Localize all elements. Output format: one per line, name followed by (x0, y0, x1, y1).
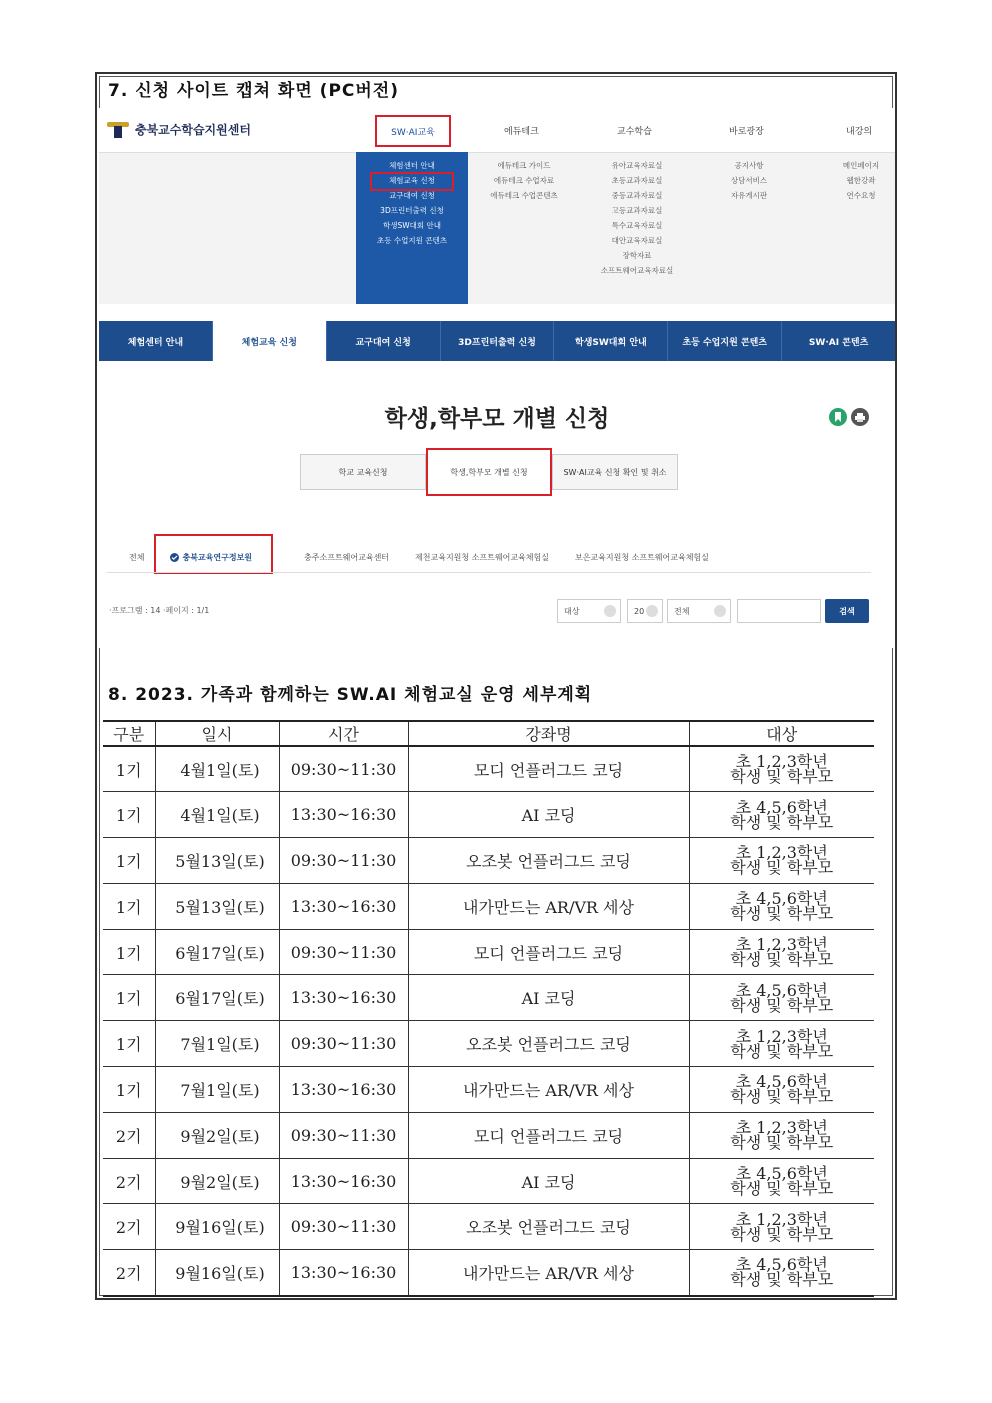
program-info: ·프로그램 : 14 ·페이지 : 1/1 (109, 606, 210, 615)
schedule-table (103, 720, 874, 1297)
cell-date: 6월17일(토) (155, 975, 279, 1021)
header-time: 시간 (279, 721, 408, 746)
target-audience: 학생 및 학부모 (730, 1041, 834, 1061)
section-7-title: 7. 신청 사이트 캡쳐 화면 (PC버전) (108, 81, 399, 101)
count-select[interactable]: 20 (627, 599, 663, 623)
cell-term: 1기 (103, 1021, 155, 1067)
cell-course: AI 코딩 (408, 1158, 689, 1204)
menu-item[interactable]: 유아교육자료실 (611, 161, 663, 170)
cell-time: 09:30~11:30 (279, 1204, 408, 1250)
menu-item[interactable]: 장학자료 (622, 251, 652, 260)
cell-date: 7월1일(토) (155, 1067, 279, 1113)
target-audience: 학생 및 학부모 (730, 1087, 834, 1107)
cell-time: 13:30~16:30 (279, 975, 408, 1021)
chevron-down-icon (714, 605, 726, 617)
header-target: 대상 (689, 721, 874, 746)
chevron-down-icon (604, 605, 616, 617)
table-row (103, 792, 874, 838)
table-row (103, 1158, 874, 1204)
menu-item[interactable]: 초등 수업지원 콘텐츠 (377, 236, 447, 245)
menu-item[interactable]: 교구대여 신청 (389, 191, 435, 200)
mega-menu-teaching (592, 158, 682, 278)
cell-date: 4월1일(토) (155, 746, 279, 792)
cell-target (689, 1112, 874, 1158)
mega-menu-edutech (484, 158, 564, 203)
cell-time: 13:30~16:30 (279, 1158, 408, 1204)
table-row (103, 1067, 874, 1113)
cell-course: 오조봇 언플러그드 코딩 (408, 838, 689, 884)
menu-item[interactable]: 학생SW대회 안내 (382, 221, 442, 230)
target-audience: 학생 및 학부모 (730, 950, 834, 970)
cell-term: 1기 (103, 1067, 155, 1113)
menu-item[interactable]: 에듀테크 수업자료 (493, 176, 555, 185)
cell-time: 09:30~11:30 (279, 1021, 408, 1067)
cell-date: 9월2일(토) (155, 1158, 279, 1204)
table-row (103, 975, 874, 1021)
cell-target (689, 883, 874, 929)
table-row (103, 1250, 874, 1296)
cell-course: 내가만드는 AR/VR 세상 (408, 883, 689, 929)
cell-term: 2기 (103, 1204, 155, 1250)
cell-time: 09:30~11:30 (279, 1112, 408, 1158)
cell-time: 09:30~11:30 (279, 838, 408, 884)
cell-target (689, 1204, 874, 1250)
target-grade: 초 4,5,6학년 (735, 797, 828, 817)
logo-emblem-icon (107, 120, 129, 138)
table-row (103, 883, 874, 929)
cell-target (689, 975, 874, 1021)
cell-date: 5월13일(토) (155, 883, 279, 929)
cell-term: 1기 (103, 883, 155, 929)
cell-term: 1기 (103, 746, 155, 792)
target-grade: 초 1,2,3학년 (735, 1026, 828, 1046)
tab-3d-printer[interactable]: 3D프린터출력 신청 (441, 321, 555, 361)
target-grade: 초 4,5,6학년 (735, 1164, 828, 1184)
cell-course: 내가만드는 AR/VR 세상 (408, 1250, 689, 1296)
cell-term: 1기 (103, 838, 155, 884)
filter-all[interactable]: 전체 (129, 553, 145, 562)
target-select[interactable]: 대상 (557, 599, 621, 623)
cell-course: 모디 언플러그드 코딩 (408, 929, 689, 975)
menu-item[interactable]: 3D프린터출력 신청 (380, 206, 444, 215)
cell-course: 모디 언플러그드 코딩 (408, 746, 689, 792)
target-audience: 학생 및 학부모 (730, 858, 834, 878)
cell-target (689, 838, 874, 884)
cell-target (689, 1158, 874, 1204)
menu-item[interactable]: 메인페이지 (842, 161, 880, 170)
table-row (103, 1021, 874, 1067)
mega-menu-mylecture (836, 158, 886, 203)
cell-term: 1기 (103, 792, 155, 838)
target-grade: 초 1,2,3학년 (735, 1209, 828, 1229)
filter-selected[interactable]: 충북교육연구정보원 (170, 552, 278, 563)
cell-term: 1기 (103, 929, 155, 975)
menu-item[interactable]: 중등교과자료실 (611, 191, 663, 200)
subtab-individual-apply[interactable]: 학생,학부모 개별 신청 (426, 448, 552, 496)
target-audience: 학생 및 학부모 (730, 767, 834, 787)
menu-item[interactable]: 특수교육자료실 (611, 221, 663, 230)
menu-item[interactable]: 에듀테크 수업콘텐츠 (490, 191, 558, 200)
target-grade: 초 1,2,3학년 (735, 935, 828, 955)
logo-text: 충북교수학습지원센터 (135, 122, 251, 137)
cell-time: 13:30~16:30 (279, 792, 408, 838)
tab-experience-apply[interactable]: 체험교육 신청 (213, 321, 327, 361)
table-row (103, 929, 874, 975)
target-grade: 초 4,5,6학년 (735, 889, 828, 909)
topnav-edutech[interactable]: 에듀테크 (504, 127, 539, 137)
highlight-box (154, 534, 273, 574)
filter-chungju[interactable]: 충주소프트웨어교육센터 (304, 553, 390, 562)
target-audience: 학생 및 학부모 (730, 1179, 834, 1199)
highlight-box (370, 172, 454, 191)
divider (107, 572, 871, 573)
scope-select[interactable]: 전체 (667, 599, 731, 623)
cell-term: 2기 (103, 1158, 155, 1204)
menu-item[interactable]: 고등교과자료실 (611, 206, 663, 215)
target-grade: 초 1,2,3학년 (735, 1118, 828, 1138)
search-button[interactable]: 검색 (825, 599, 869, 623)
target-grade: 초 4,5,6학년 (735, 980, 828, 1000)
cell-time: 13:30~16:30 (279, 1067, 408, 1113)
bookmark-icon[interactable] (829, 408, 847, 426)
target-audience: 학생 및 학부모 (730, 904, 834, 924)
target-audience: 학생 및 학부모 (730, 1224, 834, 1244)
cell-time: 09:30~11:30 (279, 746, 408, 792)
mega-menu-plaza (719, 158, 779, 203)
table-row (103, 1204, 874, 1250)
menu-item[interactable]: 연수요청 (846, 191, 876, 200)
page-title: 학생,학부모 개별 신청 (384, 406, 610, 432)
filter-jecheon[interactable]: 제천교육지원청 소프트웨어교육체험실 (415, 553, 549, 562)
subtab-school-apply[interactable]: 학교 교육신청 (300, 454, 426, 490)
subtab-check-cancel[interactable]: SW·AI교육 신청 확인 및 취소 (552, 454, 678, 490)
cell-time: 13:30~16:30 (279, 883, 408, 929)
cell-course: AI 코딩 (408, 975, 689, 1021)
table-header-row (103, 721, 874, 746)
site-logo[interactable] (107, 120, 251, 138)
menu-item[interactable]: 웹한강좌 (846, 176, 876, 185)
menu-item[interactable]: 체험교육 신청 (389, 176, 435, 185)
topnav-sw-ai[interactable]: SW·AI교육 (375, 115, 451, 147)
table-row (103, 1112, 874, 1158)
cell-term: 2기 (103, 1250, 155, 1296)
cell-date: 6월17일(토) (155, 929, 279, 975)
table-row (103, 746, 874, 792)
target-grade: 초 1,2,3학년 (735, 843, 828, 863)
menu-item[interactable]: 자유게시판 (730, 191, 768, 200)
cell-target (689, 792, 874, 838)
section-tabbar (99, 321, 895, 361)
cell-target (689, 1250, 874, 1296)
tab-elementary-content[interactable]: 초등 수업지원 콘텐츠 (668, 321, 782, 361)
target-grade: 초 4,5,6학년 (735, 1255, 828, 1275)
target-audience: 학생 및 학부모 (730, 1133, 834, 1153)
cell-course: AI 코딩 (408, 792, 689, 838)
site-screenshot (99, 108, 895, 648)
tab-kit-rental[interactable]: 교구대여 신청 (327, 321, 441, 361)
chevron-down-icon (646, 605, 658, 617)
menu-item[interactable]: 에듀테크 가이드 (497, 161, 551, 170)
cell-date: 7월1일(토) (155, 1021, 279, 1067)
cell-course: 내가만드는 AR/VR 세상 (408, 1067, 689, 1113)
print-icon[interactable] (851, 408, 869, 426)
cell-date: 5월13일(토) (155, 838, 279, 884)
target-audience: 학생 및 학부모 (730, 812, 834, 832)
target-grade: 초 4,5,6학년 (735, 1072, 828, 1092)
section-8-title: 8. 2023. 가족과 함께하는 SW.AI 체험교실 운영 세부계획 (108, 685, 593, 705)
cell-date: 9월16일(토) (155, 1204, 279, 1250)
topnav-plaza[interactable]: 바로광장 (729, 127, 764, 137)
filter-boeun[interactable]: 보은교육지원청 소프트웨어교육체험실 (574, 553, 709, 562)
cell-time: 09:30~11:30 (279, 929, 408, 975)
tab-sw-contest[interactable]: 학생SW대회 안내 (554, 321, 668, 361)
apply-subtabs (300, 454, 678, 496)
topnav-teaching[interactable]: 교수학습 (617, 127, 652, 137)
target-grade: 초 1,2,3학년 (735, 752, 828, 772)
header-course: 강좌명 (408, 721, 689, 746)
cell-date: 9월2일(토) (155, 1112, 279, 1158)
cell-target (689, 1021, 874, 1067)
menu-item[interactable]: 공지사항 (734, 161, 764, 170)
menu-item[interactable]: 상담서비스 (730, 176, 768, 185)
cell-target (689, 746, 874, 792)
cell-term: 1기 (103, 975, 155, 1021)
cell-course: 오조봇 언플러그드 코딩 (408, 1204, 689, 1250)
menu-item[interactable]: 소프트웨어교육자료실 (600, 266, 674, 275)
tab-center-info[interactable]: 체험센터 안내 (99, 321, 213, 361)
header-date: 일시 (155, 721, 279, 746)
search-input[interactable] (737, 599, 821, 623)
cell-course: 오조봇 언플러그드 코딩 (408, 1021, 689, 1067)
cell-date: 9월16일(토) (155, 1250, 279, 1296)
menu-item[interactable]: 초등교과자료실 (611, 176, 663, 185)
topnav-mylecture[interactable]: 내강의 (846, 127, 873, 137)
menu-item[interactable]: 대안교육자료실 (611, 236, 663, 245)
cell-time: 13:30~16:30 (279, 1250, 408, 1296)
tab-sw-ai-content[interactable]: SW·AI 콘텐츠 (808, 337, 869, 348)
header-term: 구분 (103, 721, 155, 746)
target-audience: 학생 및 학부모 (730, 995, 834, 1015)
cell-target (689, 929, 874, 975)
cell-date: 4월1일(토) (155, 792, 279, 838)
target-audience: 학생 및 학부모 (730, 1270, 834, 1290)
menu-item[interactable]: 체험센터 안내 (389, 161, 435, 170)
table-row (103, 838, 874, 884)
cell-term: 2기 (103, 1112, 155, 1158)
cell-course: 모디 언플러그드 코딩 (408, 1112, 689, 1158)
cell-target (689, 1067, 874, 1113)
